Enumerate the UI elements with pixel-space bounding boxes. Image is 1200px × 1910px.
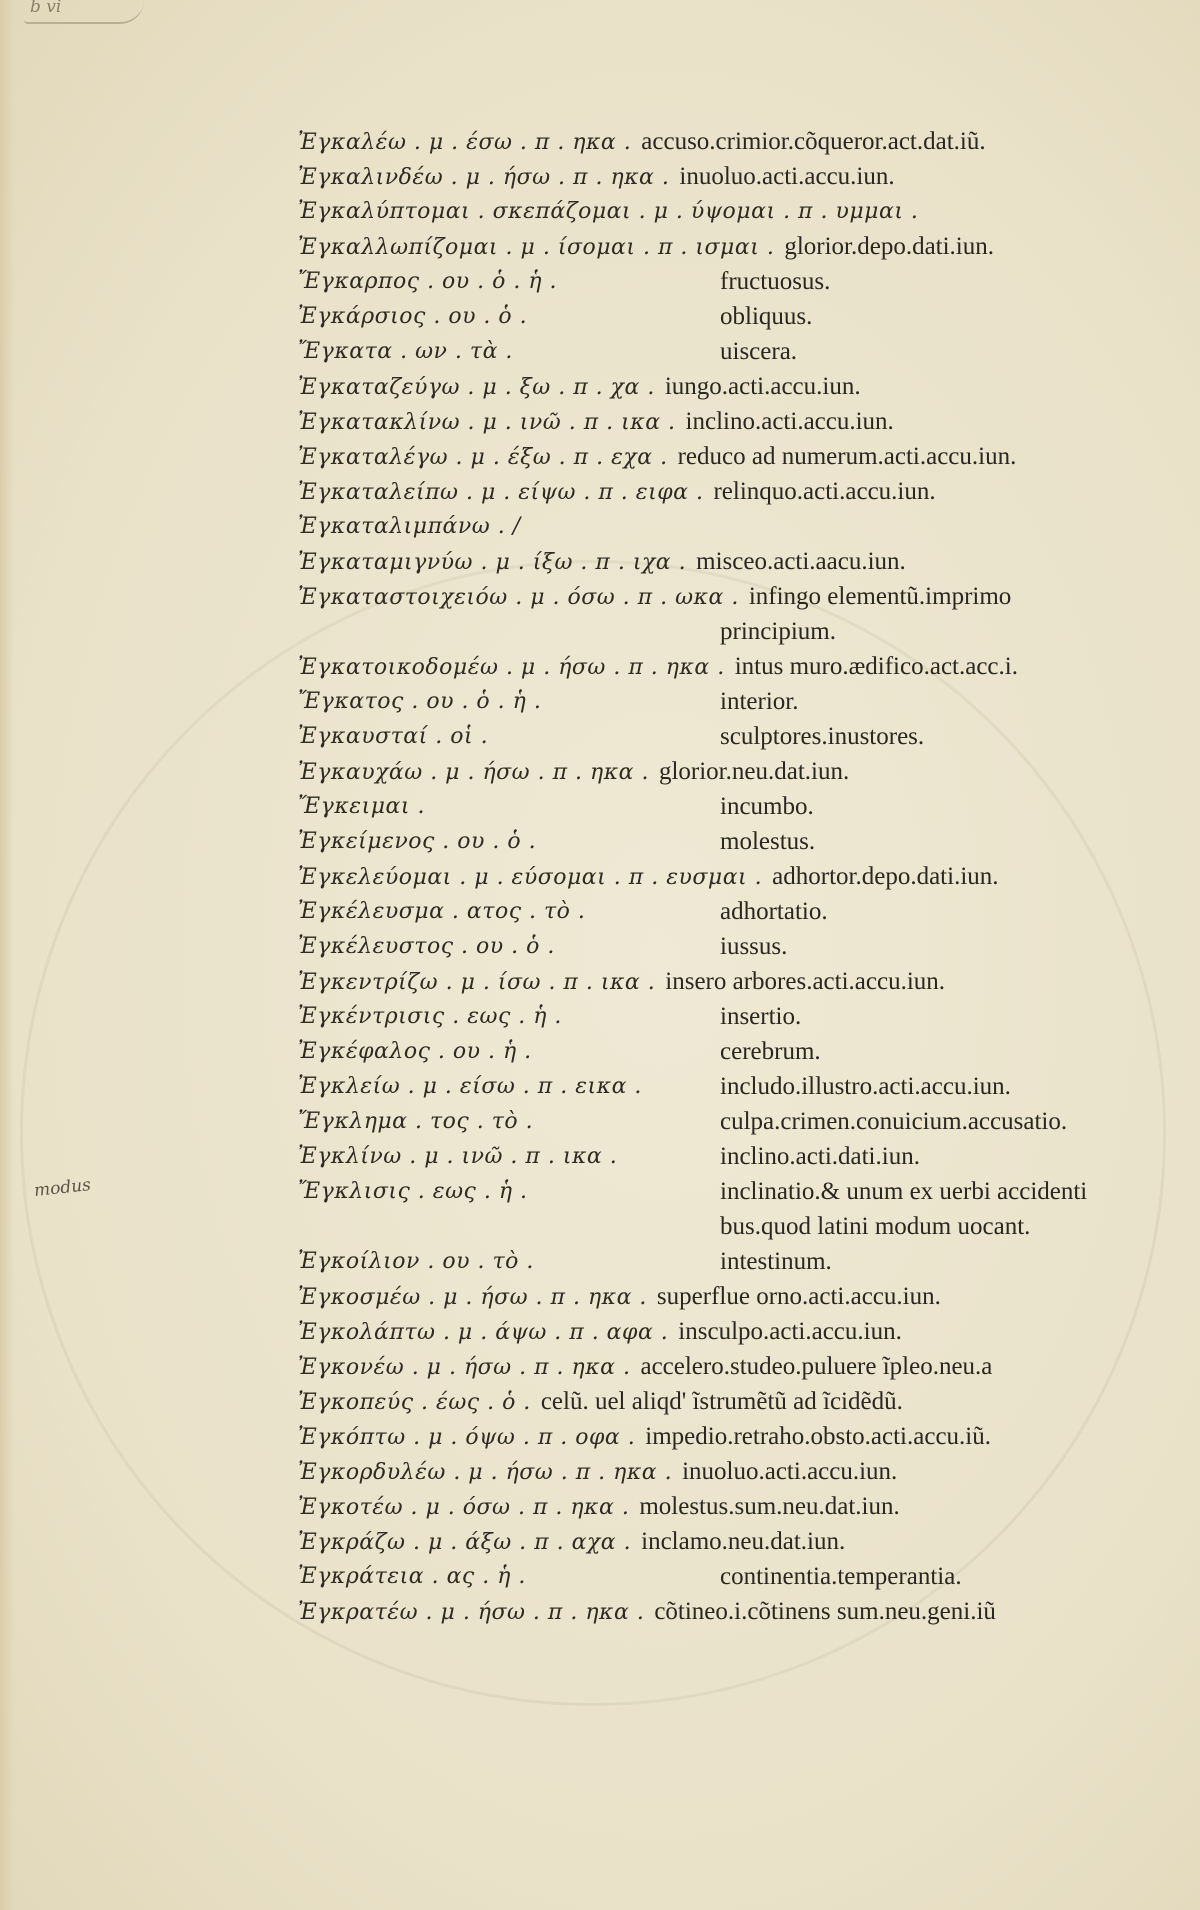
greek-headword: Ἐγκαταλέγω . μ . έξω . π . εχα . bbox=[298, 445, 668, 470]
greek-headword: Ἐγκορδυλέω . μ . ήσω . π . ηκα . bbox=[298, 1460, 673, 1485]
greek-headword: Ἐγκαταμιγνύω . μ . ίξω . π . ιχα . bbox=[298, 550, 687, 575]
lexicon-entry bbox=[298, 1524, 1178, 1559]
greek-headword: Ἔγκλημα . τος . τὸ . bbox=[298, 1109, 534, 1134]
latin-gloss: iungo.acti.accu.iun. bbox=[664, 373, 861, 400]
greek-headword: Ἔγκατος . ου . ὁ . ἡ . bbox=[298, 689, 542, 714]
lexicon-entry bbox=[298, 334, 1178, 369]
lexicon-entry bbox=[298, 754, 1178, 789]
lexicon-entry bbox=[298, 1559, 1178, 1594]
latin-gloss: interior. bbox=[720, 688, 799, 715]
latin-gloss: insculpo.acti.accu.iun. bbox=[678, 1318, 902, 1345]
lexicon-entry bbox=[298, 649, 1178, 684]
lexicon-entry bbox=[298, 229, 1178, 264]
lexicon-entry bbox=[298, 124, 1178, 159]
greek-headword: Ἔγκλισις . εως . ἡ . bbox=[298, 1179, 528, 1204]
latin-gloss: inclino.acti.dati.iun. bbox=[720, 1143, 920, 1170]
greek-headword: Ἐγκέφαλος . ου . ἡ . bbox=[298, 1039, 532, 1064]
greek-headword: Ἐγκαυσταί . οἱ . bbox=[298, 724, 489, 749]
lexicon-continuation bbox=[298, 614, 1178, 649]
latin-gloss: principium. bbox=[720, 618, 836, 645]
greek-headword: Ἐγκεντρίζω . μ . ίσω . π . ικα . bbox=[298, 970, 656, 995]
latin-gloss: celũ. uel aliqd' ĩstrumẽtũ ad ĩcidẽdũ. bbox=[540, 1388, 903, 1415]
latin-gloss: superflue orno.acti.accu.iun. bbox=[656, 1283, 941, 1310]
latin-gloss: molestus.sum.neu.dat.iun. bbox=[639, 1493, 900, 1520]
latin-gloss: misceo.acti.aacu.iun. bbox=[696, 548, 906, 575]
lexicon-entry bbox=[298, 369, 1178, 404]
latin-gloss: relinquo.acti.accu.iun. bbox=[713, 478, 936, 505]
lexicon-entry bbox=[298, 1034, 1178, 1069]
latin-gloss: infingo elementũ.imprimo bbox=[748, 583, 1012, 610]
greek-headword: Ἐγκέλευσμα . ατος . τὸ . bbox=[298, 899, 586, 924]
greek-headword: Ἐγκαυχάω . μ . ήσω . π . ηκα . bbox=[298, 760, 649, 785]
latin-gloss: molestus. bbox=[720, 828, 816, 855]
lexicon-entry bbox=[298, 789, 1178, 824]
greek-headword: Ἐγκατακλίνω . μ . ινῶ . π . ικα . bbox=[298, 410, 676, 435]
lexicon-entry bbox=[298, 509, 1178, 544]
lexicon-entry bbox=[298, 1349, 1178, 1384]
latin-gloss: includo.illustro.acti.accu.iun. bbox=[720, 1073, 1011, 1100]
lexicon-entry bbox=[298, 684, 1178, 719]
latin-gloss: sculptores.inustores. bbox=[720, 723, 925, 750]
lexicon-entry bbox=[298, 859, 1178, 894]
page-edge-shadow bbox=[0, 0, 14, 1910]
lexicon-entry bbox=[298, 1104, 1178, 1139]
greek-headword: Ἐγκοτέω . μ . όσω . π . ηκα . bbox=[298, 1495, 630, 1520]
latin-gloss: insero arbores.acti.accu.iun. bbox=[665, 968, 946, 995]
greek-headword: Ἐγκελεύομαι . μ . εύσομαι . π . ευσμαι . bbox=[298, 865, 763, 890]
lexicon-entry bbox=[298, 474, 1178, 509]
latin-gloss: fructuosus. bbox=[720, 268, 831, 295]
latin-gloss: accuso.crimior.cõqueror.act.dat.iũ. bbox=[641, 128, 986, 155]
latin-gloss: uiscera. bbox=[720, 338, 798, 365]
greek-headword: Ἐγκολάπτω . μ . άψω . π . αφα . bbox=[298, 1320, 669, 1345]
latin-gloss: bus.quod latini modum uocant. bbox=[720, 1213, 1031, 1240]
latin-gloss: inclamo.neu.dat.iun. bbox=[641, 1528, 846, 1555]
lexicon-entry bbox=[298, 1244, 1178, 1279]
greek-headword: Ἐγκράζω . μ . άξω . π . αχα . bbox=[298, 1530, 632, 1555]
latin-gloss: cõtineo.i.cõtinens sum.neu.geni.iũ bbox=[654, 1598, 996, 1625]
latin-gloss: insertio. bbox=[720, 1003, 802, 1030]
latin-gloss: inclino.acti.accu.iun. bbox=[685, 408, 894, 435]
latin-gloss: inclinatio.& unum ex uerbi accidenti bbox=[720, 1178, 1088, 1205]
latin-gloss: adhortor.depo.dati.iun. bbox=[772, 863, 999, 890]
greek-headword: Ἐγκαταλείπω . μ . είψω . π . ειφα . bbox=[298, 480, 704, 505]
latin-gloss: inuoluo.acti.accu.iun. bbox=[682, 1458, 898, 1485]
lexicon-entry bbox=[298, 439, 1178, 474]
greek-headword: Ἐγκαταζεύγω . μ . ξω . π . χα . bbox=[298, 375, 655, 400]
greek-headword: Ἐγκαλύπτομαι . σκεπάζομαι . μ . ύψομαι . π . υμμαι . bbox=[298, 199, 919, 224]
greek-headword: Ἐγκείμενος . ου . ὁ . bbox=[298, 829, 537, 854]
latin-gloss: adhortatio. bbox=[720, 898, 828, 925]
greek-headword: Ἐγκατοικοδομέω . μ . ήσω . π . ηκα . bbox=[298, 655, 725, 680]
latin-gloss: obliquus. bbox=[720, 303, 813, 330]
lexicon-entry bbox=[298, 1174, 1178, 1209]
lexicon-entry bbox=[298, 929, 1178, 964]
greek-headword: Ἐγκόπτω . μ . όψω . π . οφα . bbox=[298, 1425, 636, 1450]
lexicon-entry bbox=[298, 964, 1178, 999]
greek-headword: Ἐγκοίλιον . ου . τὸ . bbox=[298, 1249, 534, 1274]
latin-gloss: incumbo. bbox=[720, 793, 814, 820]
greek-headword: Ἔγκατα . ων . τὰ . bbox=[298, 339, 513, 364]
greek-headword: Ἐγκρατέω . μ . ήσω . π . ηκα . bbox=[298, 1600, 645, 1625]
lexicon-entry bbox=[298, 264, 1178, 299]
greek-headword: Ἐγκαλλωπίζομαι . μ . ίσομαι . π . ισμαι . bbox=[298, 235, 775, 260]
greek-headword: Ἐγκράτεια . ας . ἡ . bbox=[298, 1564, 526, 1589]
latin-gloss: accelero.studeo.puluere ĩpleo.neu.a bbox=[640, 1353, 993, 1380]
lexicon-entry bbox=[298, 1069, 1178, 1104]
greek-headword: Ἐγκέλευστος . ου . ὁ . bbox=[298, 934, 555, 959]
lexicon-entry bbox=[298, 404, 1178, 439]
lexicon-entry bbox=[298, 719, 1178, 754]
lexicon-entry bbox=[298, 999, 1178, 1034]
greek-headword: Ἐγκάρσιος . ου . ὁ . bbox=[298, 304, 528, 329]
greek-headword: Ἐγκονέω . μ . ήσω . π . ηκα . bbox=[298, 1355, 631, 1380]
greek-headword: Ἐγκλείω . μ . είσω . π . εικα . bbox=[298, 1074, 642, 1099]
lexicon-column bbox=[298, 124, 1178, 1629]
greek-headword: Ἐγκέντρισις . εως . ἡ . bbox=[298, 1004, 562, 1029]
lexicon-entry bbox=[298, 894, 1178, 929]
latin-gloss: inuoluo.acti.accu.iun. bbox=[679, 163, 895, 190]
lexicon-entry bbox=[298, 1489, 1178, 1524]
greek-headword: Ἐγκαλέω . μ . έσω . π . ηκα . bbox=[298, 130, 632, 155]
latin-gloss: impedio.retraho.obsto.acti.accu.iũ. bbox=[645, 1423, 991, 1450]
lexicon-entry bbox=[298, 1384, 1178, 1419]
greek-headword: Ἐγκαταλιμπάνω . / bbox=[298, 514, 521, 539]
lexicon-entry bbox=[298, 824, 1178, 859]
lexicon-continuation bbox=[298, 1209, 1178, 1244]
lexicon-entry bbox=[298, 1314, 1178, 1349]
latin-gloss: continentia.temperantia. bbox=[720, 1563, 962, 1590]
latin-gloss: glorior.depo.dati.iun. bbox=[784, 233, 995, 260]
lexicon-entry bbox=[298, 1279, 1178, 1314]
lexicon-entry bbox=[298, 299, 1178, 334]
lexicon-entry bbox=[298, 194, 1178, 229]
lexicon-entry bbox=[298, 1419, 1178, 1454]
lexicon-entry bbox=[298, 1139, 1178, 1174]
latin-gloss: iussus. bbox=[720, 933, 788, 960]
greek-headword: Ἐγκαταστοιχειόω . μ . όσω . π . ωκα . bbox=[298, 585, 739, 610]
latin-gloss: reduco ad numerum.acti.accu.iun. bbox=[677, 443, 1017, 470]
margin-annotation: modus bbox=[33, 1175, 92, 1201]
latin-gloss: intus muro.ædifico.act.acc.i. bbox=[734, 653, 1018, 680]
latin-gloss: cerebrum. bbox=[720, 1038, 821, 1065]
lexicon-entry bbox=[298, 579, 1178, 614]
greek-headword: Ἔγκειμαι . bbox=[298, 794, 425, 819]
greek-headword: Ἐγκαλινδέω . μ . ήσω . π . ηκα . bbox=[298, 165, 670, 190]
lexicon-entry bbox=[298, 544, 1178, 579]
lexicon-entry bbox=[298, 1454, 1178, 1489]
greek-headword: Ἐγκλίνω . μ . ινῶ . π . ικα . bbox=[298, 1144, 618, 1169]
lexicon-entry bbox=[298, 1594, 1178, 1629]
greek-headword: Ἐγκοπεύς . έως . ὁ . bbox=[298, 1390, 531, 1415]
latin-gloss: glorior.neu.dat.iun. bbox=[658, 758, 850, 785]
lexicon-entry bbox=[298, 159, 1178, 194]
latin-gloss: intestinum. bbox=[720, 1248, 832, 1275]
greek-headword: Ἔγκαρπος . ου . ὁ . ἡ . bbox=[298, 269, 558, 294]
greek-headword: Ἐγκοσμέω . μ . ήσω . π . ηκα . bbox=[298, 1285, 647, 1310]
latin-gloss: culpa.crimen.conuicium.accusatio. bbox=[720, 1108, 1068, 1135]
folio-mark: b vi bbox=[24, 0, 144, 24]
